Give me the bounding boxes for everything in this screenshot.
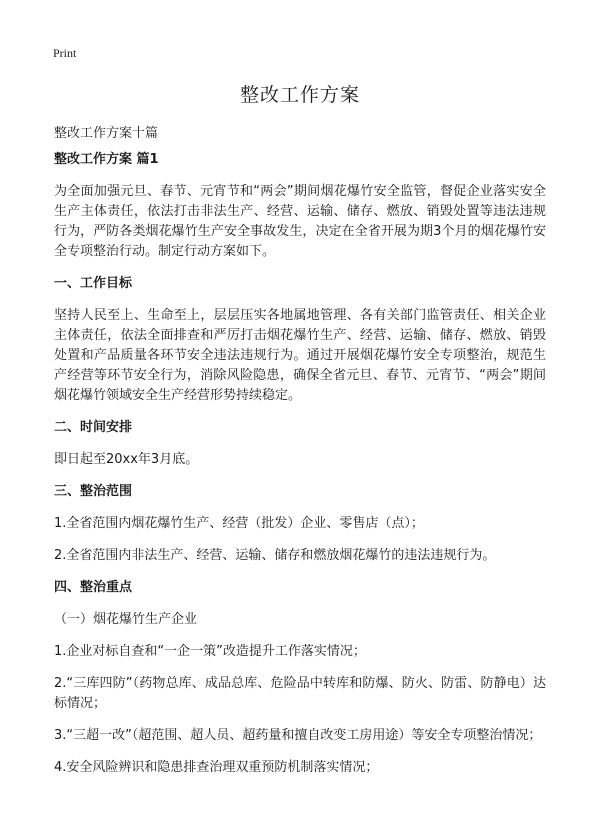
section-goals-text: 坚持人民至上、生命至上，层层压实各地属地管理、各有关部门监管责任、相关企业主体责任，依法全面排查和严厉打击烟花爆竹生产、经营、运输、储存、燃放、销毁处置和产品质量各环节安全违法违规行为。通过开展烟花爆竹安全专项整治，规范生产经营等环节安全行为，消除风险隐患，确保全省元旦、春节、元宵节、“两会”期间烟花爆竹领域安全生产经营形势持续稳定。 (54, 308, 546, 403)
part-heading: 整改工作方案 篇1 (54, 152, 159, 167)
article-body (54, 150, 546, 790)
document-subtitle: 整改工作方案十篇 (54, 126, 159, 141)
section-heading-focus: 四、整治重点 (54, 580, 133, 595)
focus-item: 2.“三库四防”（药物总库、成品总库、危险品中转库和防爆、防火、防雷、防静电）达标情况； (54, 676, 546, 711)
focus-subheading: （一）烟花爆竹生产企业 (54, 612, 198, 627)
print-link[interactable]: Print (53, 46, 77, 60)
focus-item: 4.安全风险辨识和隐患排查治理双重预防机制落实情况； (54, 760, 379, 775)
scope-item: 1.全省范围内烟花爆竹生产、经营（批发）企业、零售店（点）； (54, 516, 424, 531)
focus-item: 3.“三超一改”（超范围、超人员、超药量和擅自改变工房用途）等安全专项整治情况； (54, 728, 542, 743)
intro-paragraph: 为全面加强元旦、春节、元宵节和“两会”期间烟花爆竹安全监管，督促企业落实安全生产主体责任，依法打击非法生产、经营、运输、储存、燃放、销毁处置等违法违规行为，严防各类烟花爆竹生产安全事故发生，决定在全省开展为期3个月的烟花爆竹安全专项整治行动。制定行动方案如下。 (54, 184, 546, 259)
section-heading-goals: 一、工作目标 (54, 276, 133, 291)
section-schedule-text: 即日起至20xx年3月底。 (54, 452, 199, 467)
scope-item: 2.全省范围内非法生产、经营、运输、储存和燃放烟花爆竹的违法违规行为。 (54, 548, 496, 563)
focus-item: 1.企业对标自查和“一企一策”改造提升工作落实情况； (54, 644, 366, 659)
section-heading-scope: 三、整治范围 (54, 484, 133, 499)
section-heading-schedule: 二、时间安排 (54, 420, 133, 435)
page-title: 整改工作方案 (239, 84, 360, 106)
